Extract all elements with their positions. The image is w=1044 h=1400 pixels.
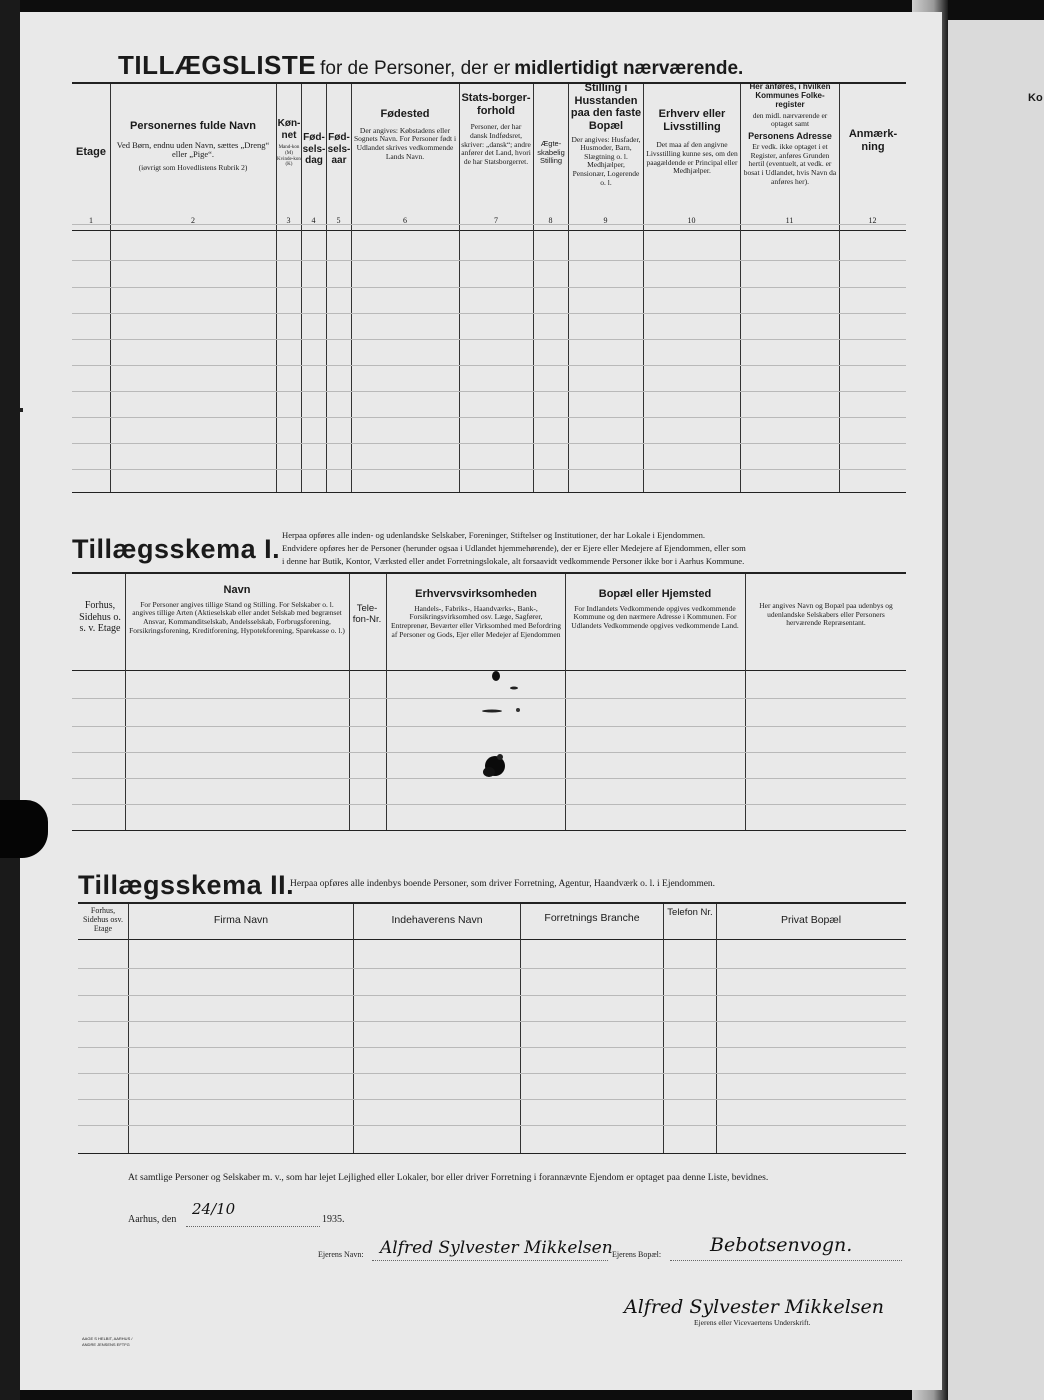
- skema1-intro-line: Endvidere opføres her de Personer (herunder ogsaa i Udlandet hjemmehørende), der er Ejere eller Medejere af Ejendommen, eller som: [282, 543, 746, 553]
- header-household: [570, 82, 642, 187]
- title-rest: for de Personer, der er: [320, 58, 511, 79]
- col-number: 7: [494, 216, 498, 225]
- signature-label: Ejerens eller Vicevaertens Underskrift.: [694, 1318, 811, 1327]
- header-birthplace-note: Der angives: Købstadens eller Sognets Navn. For Personer født i Udlandet skrives vedkommende Lands Navn.: [353, 125, 457, 161]
- s1-header-residence-note: For Indlandets Vedkommende opgives vedkommende Kommune og den nærmere Adresse i Kommunen. For Udlandets Vedkommende opgives vedkommende Land.: [571, 603, 739, 630]
- main-title: [118, 50, 743, 81]
- facing-page-text: Ko: [1028, 92, 1043, 104]
- header-register-title: Her anføres, i hvilken Kommunes Folke-register: [749, 82, 831, 110]
- header-sex: [277, 118, 301, 168]
- col-number: 6: [403, 216, 407, 225]
- facing-page: [948, 20, 1044, 1400]
- col-number: 10: [687, 216, 696, 225]
- title-word: TILLÆGSLISTE: [118, 50, 317, 80]
- col-number: 1: [89, 216, 93, 225]
- header-marital: Ægte-skabelig Stilling: [537, 139, 565, 166]
- header-occupation-note: Det maa af den angivne Livsstilling kunne ses, om den paagældende er Principal eller Medhjælper.: [646, 140, 738, 176]
- s2-header-owner: Indehaverens Navn: [391, 914, 483, 926]
- handwritten-owner-name: Alfred Sylvester Mikkelsen: [380, 1238, 613, 1258]
- owner-name-label: Ejerens Navn:: [318, 1250, 364, 1259]
- header-register-note: den midl. nærværende er optaget samt: [752, 110, 828, 129]
- header-name-title: Personernes fulde Navn: [130, 120, 256, 132]
- header-name-note2: (iøvrigt som Hovedlistens Rubrik 2): [138, 163, 248, 173]
- s1-header-residence-title: Bopæl eller Hjemsted: [598, 588, 712, 600]
- header-sex-note: Mand-kon (M) Kvinde-kon (K): [277, 145, 301, 168]
- s1-header-phone: Tele-fon-Nr.: [352, 603, 382, 625]
- form-page: [20, 12, 942, 1390]
- header-birthday: Fød-sels-dag: [302, 132, 326, 166]
- col-number: 12: [868, 216, 877, 225]
- header-household-note: Der angives: Husfader, Husmoder, Barn, Slægtning o. l. Medhjælper, Pensionær, Logerende o. l.: [571, 134, 641, 187]
- col-number: 11: [785, 216, 794, 225]
- header-name-note: Ved Børn, endnu uden Navn, sættes „Dreng“ eller „Pige“.: [116, 139, 270, 160]
- col-number: 2: [191, 216, 195, 225]
- header-citizenship: [461, 92, 531, 166]
- col-number: 8: [548, 216, 553, 225]
- header-citizenship-title: Stats-borger-forhold: [461, 92, 531, 117]
- header-register-note2: Er vedk. ikke optaget i et Register, anføres Grunden hertil (eventuelt, at vedk. er bosat i Udlandet, hvis Navn da anføres her).: [743, 142, 837, 186]
- title-emphasis: midlertidigt nærværende.: [514, 58, 744, 79]
- s1-header-name: [128, 584, 346, 635]
- header-sex-title: Køn-net: [277, 118, 301, 141]
- s2-header-branch: Forretnings Branche: [544, 912, 640, 924]
- year-label: 1935.: [322, 1214, 345, 1225]
- skema1-title: Tillægsskema I.: [72, 534, 281, 564]
- margin-mark: [20, 408, 23, 412]
- header-birthyear: Fød-sels-aar: [327, 132, 351, 166]
- header-register: [742, 82, 838, 186]
- skema2-title: Tillægsskema II.: [78, 870, 295, 900]
- s1-header-name-title: Navn: [223, 584, 251, 596]
- header-register-address: Personens Adresse: [748, 130, 832, 141]
- skema2-intro: Herpaa opføres alle indenbys boende Personer, som driver Forretning, Agentur, Haandværk o. l. i Ejendommen.: [290, 879, 716, 889]
- header-household-title: Stilling i Husstanden paa den faste Bopæl: [570, 82, 642, 132]
- s1-header-name-note: For Personer angives tillige Stand og Stilling. For Selskaber o. l. angives tillige Arten (Aktieselskab eller andet Selskab med begrænset Ansvar, Kommanditselskab, Andelsselskab, Forbrugsforening, Forsikringsforening, Kreditforening, Hypotekforening, Sparekasse o. l.): [129, 599, 345, 635]
- s1-header-representative: Her angives Navn og Bopæl paa udenbys og udenlandske Selskabers eller Personers herværende Repræsentant.: [759, 601, 893, 628]
- place-label: Aarhus, den: [128, 1214, 177, 1225]
- printer-imprint: AAGE S HELBIT, AARHUS / ANDRE JENSENS EFTFG: [82, 1336, 133, 1347]
- handwritten-date: 24/10: [192, 1200, 236, 1218]
- handwritten-owner-address: Bebotsenvogn.: [710, 1234, 853, 1256]
- header-citizenship-note: Personer, der har dansk Indfødsret, skriver: „dansk“; andre anfører det Land, hvori de har Statsborgerret.: [461, 122, 531, 166]
- owner-address-label: Ejerens Bopæl:: [612, 1250, 662, 1259]
- header-birthplace: [353, 108, 457, 161]
- s2-header-address: Privat Bopæl: [780, 914, 842, 926]
- s1-header-residence: [569, 588, 741, 631]
- header-birthplace-title: Fødested: [380, 108, 430, 120]
- s2-header-phone: Telefon Nr.: [667, 907, 713, 918]
- col-number: 5: [336, 216, 341, 225]
- header-remarks: Anmærk-ning: [848, 128, 898, 153]
- header-etage: Etage: [76, 146, 106, 158]
- header-occupation-title: Erhverv eller Livsstilling: [658, 108, 726, 133]
- col-number: 4: [311, 216, 316, 225]
- col-number: 9: [603, 216, 608, 225]
- header-name: [112, 120, 274, 173]
- s2-header-floor: Forhus, Sidehus osv. Etage: [83, 906, 123, 934]
- ink-blot: [470, 662, 530, 802]
- s1-header-floor: Forhus, Sidehus o. s. v. Etage: [79, 600, 121, 634]
- handwritten-signature: Alfred Sylvester Mikkelsen: [624, 1296, 885, 1318]
- certification-text: At samtlige Personer og Selskaber m. v., som har lejet Lejlighed eller Lokaler, bor eller driver Forretning i forannævnte Ejendom er optaget paa denne Liste, bevidnes.: [128, 1172, 769, 1183]
- thumb-shadow: [0, 800, 48, 858]
- skema1-intro: [282, 529, 912, 568]
- s1-header-business: [390, 588, 562, 639]
- skema1-intro-line: i denne har Butik, Kontor, Værksted eller andet Forretningslokale, alt forsaavidt vedkommende Personer ikke bor i Aarhus Kommune.: [282, 556, 745, 566]
- header-occupation: [645, 108, 739, 176]
- s1-header-business-title: Erhvervsvirksomheden: [415, 588, 537, 600]
- s2-header-firm: Firma Navn: [213, 914, 269, 926]
- col-number: 3: [286, 216, 291, 225]
- book-binding: [0, 0, 20, 1400]
- skema1-intro-line: Herpaa opføres alle inden- og udenlandske Selskaber, Foreninger, Stiftelser og Institutioner, der har Lokale i Ejendommen.: [282, 530, 706, 540]
- s1-header-business-note: Handels-, Fabriks-, Haandværks-, Bank-, Forsikringsvirksomhed osv. Læge, Sagfører, Entreprenør, Beværter eller Virksomhed med Befordring af Personer og Gods, Ejer eller Medejer af Ejendommen: [391, 603, 561, 639]
